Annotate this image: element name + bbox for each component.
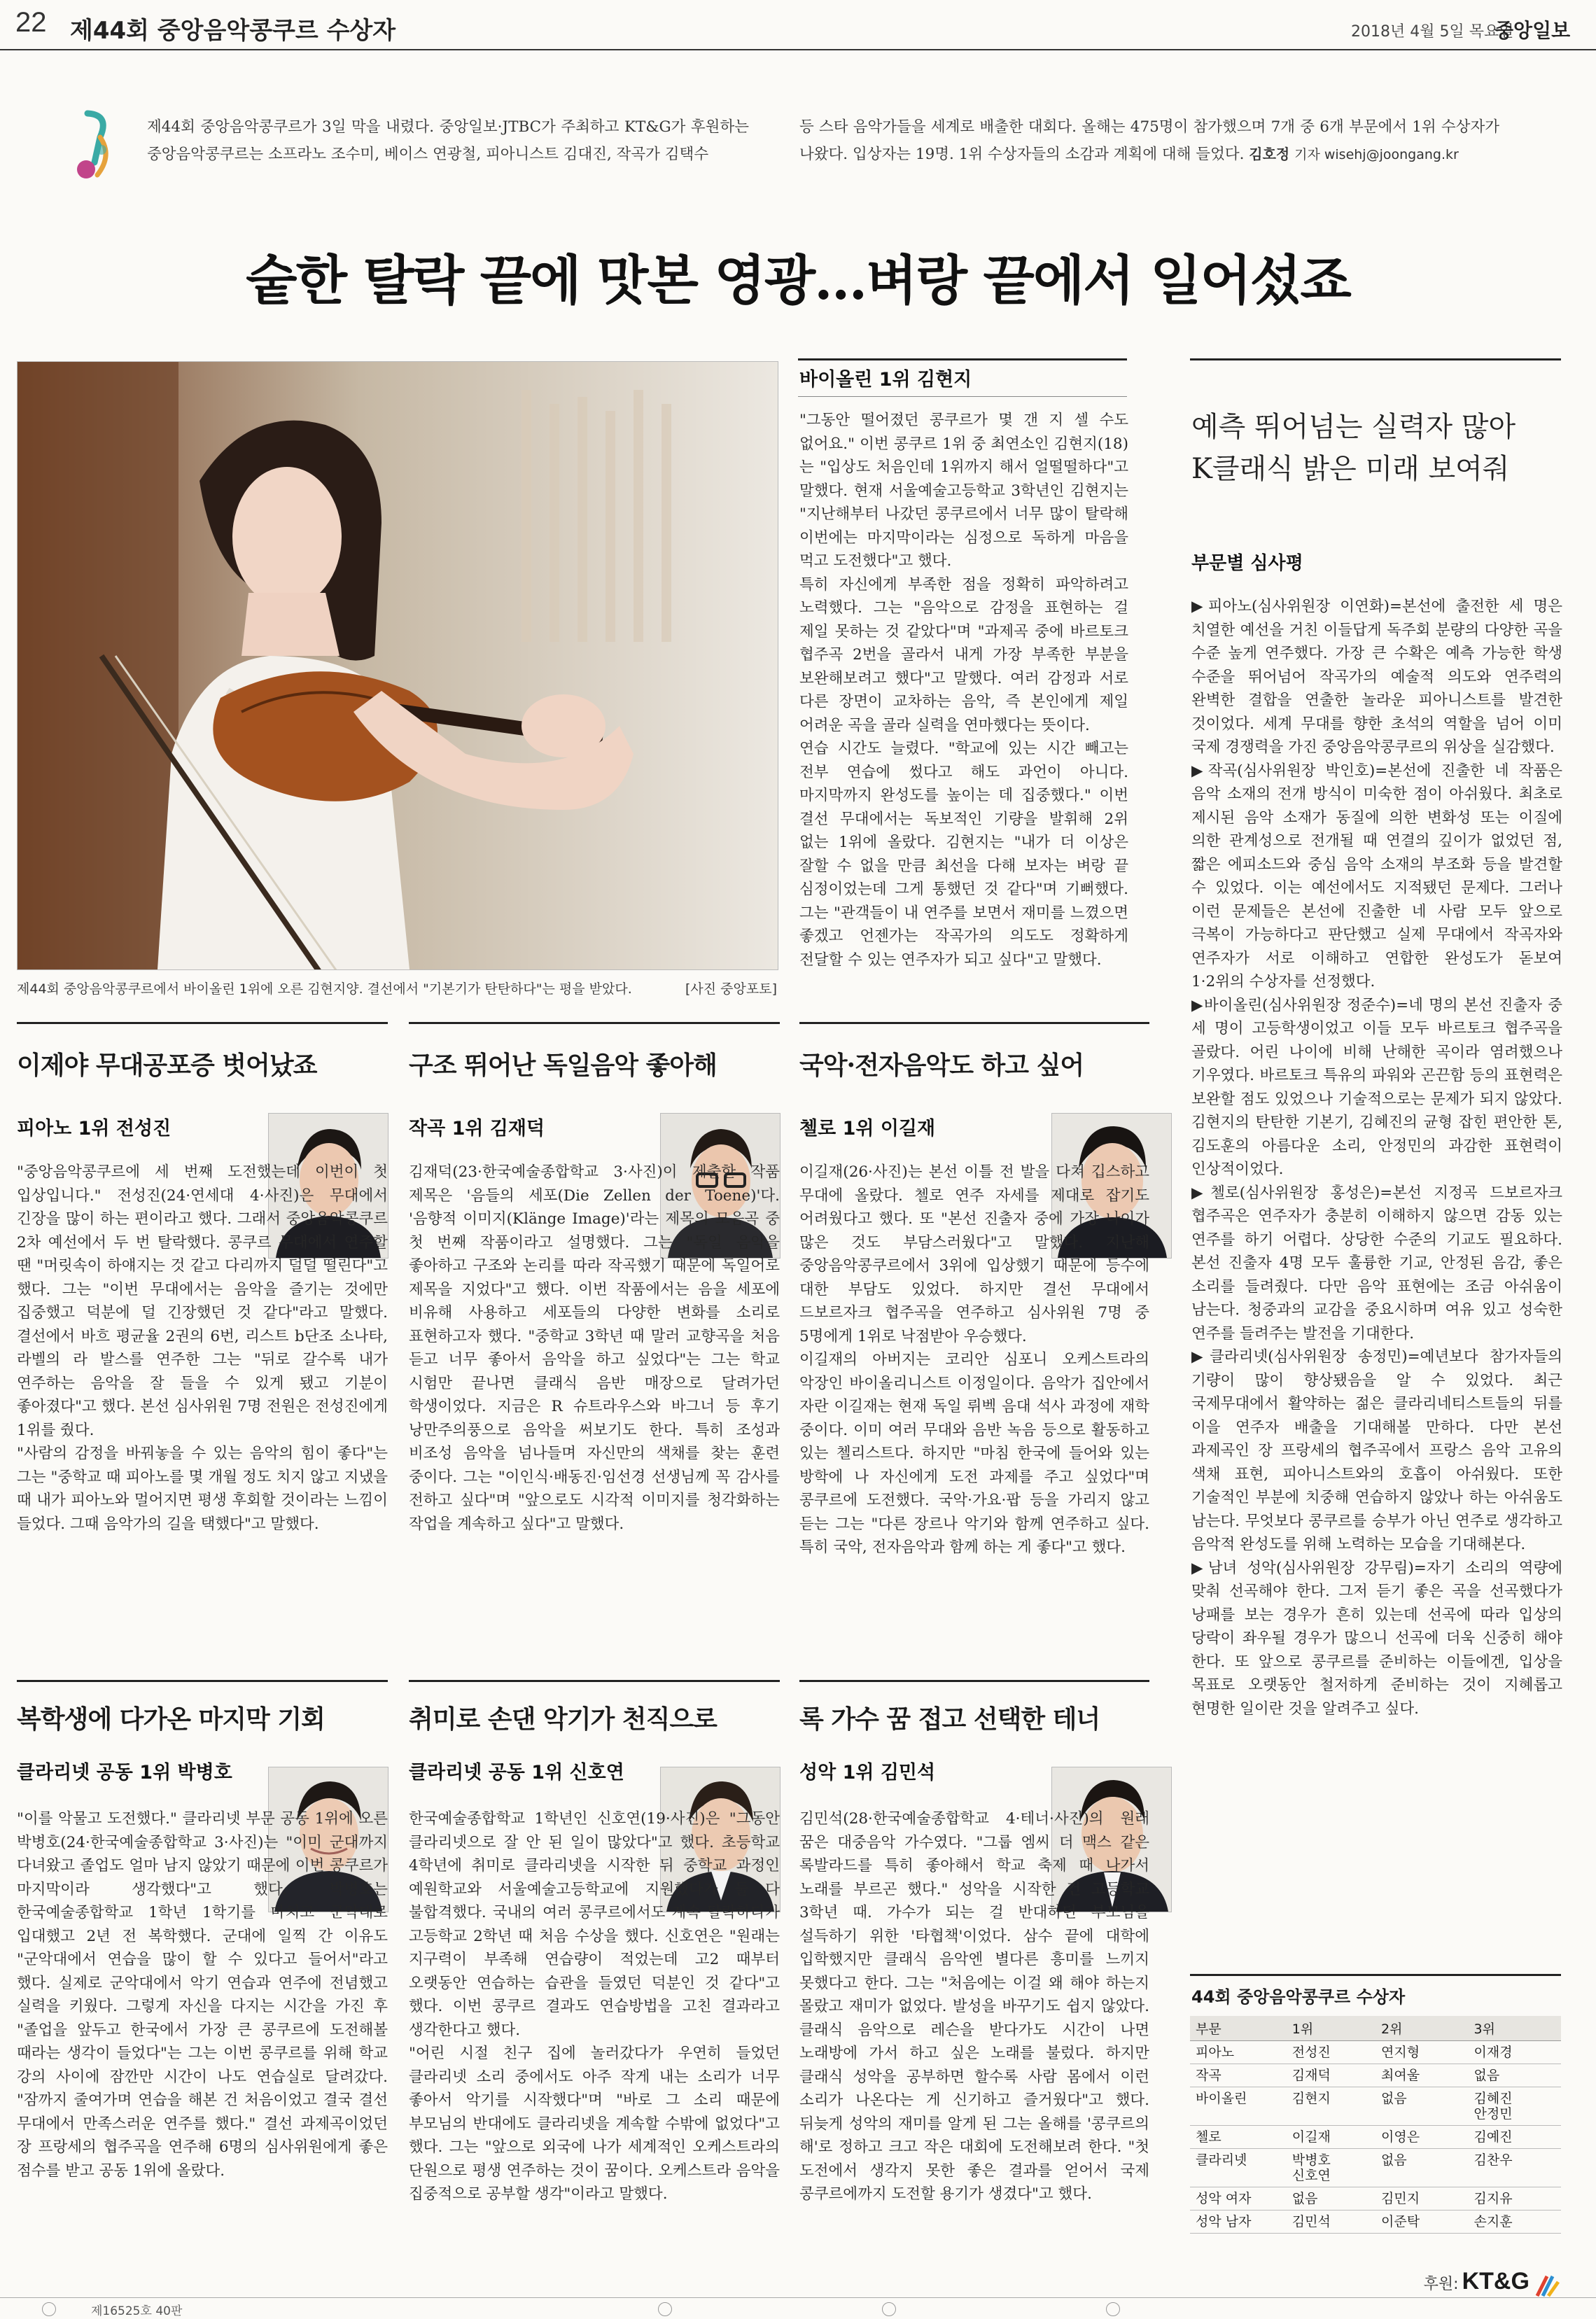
registration-mark-icon [882,2302,896,2316]
review-body: ▶피아노(심사위원장 이연화)=본선에 출전한 세 명은 치열한 예선을 거친 이들답게 독주회 분량의 다양한 곡을 수준 높게 연주했다. 가장 큰 수확은 예측 가능한 학생 수준을 뛰어넘어 작곡가의 예술적 의도와 연주력의 완벽한 결합을 연출한 놀라운 피아니스트를 발견한 것이었다. 세계 무대를 향한 초석의 역할을 넘어 이미 국제 경쟁력을 가진 중앙음악콩쿠르의 위상을 실감했다. ▶작곡(심사위원장 박인호)=본선에 진출한 네 작품은 음악 소재의 전개 방식이 미숙한 점이 아쉬웠다. 최초로 제시된 음악 소재가 동질에 의한 변화성 또는 이질에 의한 관계성으로 전개될 때 연결의 깊이가 없었던 점, 짧은 에피소드와 중심 음악 소재의 부조화 등을 발견할 수 있었다. 이는 예선에서도 지적됐던 문제다. 그러나 이런 문제들은 본선에 진출한 네 사람 모두 앞으로 극복이 가능하다고 판단했고 실제 무대에서 작곡자와 연주자가 서로 이해하고 연합한 완성도가 돋보여 1·2위의 수상자를 선정했다. ▶바이올린(심사위원장 정준수)=네 명의 본선 진출자 중 세 명이 고등학생이었고 이들 모두 바르토크 협주곡을 골랐다. 어린 나이에 비해 난해한 곡이라 염려했으나 기우였다. 바르토크 특유의 파워와 곤끈함 등의 표현력은 보완할 점도 있었으나 기술적으로는 문제가 되지 않았다. 김현지의 탄탄한 기본기, 김혜진의 균형 잡힌 편안한 톤, 김도훈의 아름다운 소리, 안정민의 과감한 표현력이 인상적이었다. ▶첼로(심사위원장 홍성은)=본선 지정곡 드보르자크 협주곡은 연주자가 충분히 이해하지 않으면 감동 있는 연주를 하기 어렵다. 상당한 수준의 기교도 필요하다. 본선 진출자 4명 모두 훌륭한 기교, 안정된 음감, 좋은 소리를 들려줬다. 다만 음악 표현에는 조금 아쉬움이 남는다. 청중과의 교감을 중요시하며 여유 있고 성숙한 연주를 들려주는 발전을 기대한다. ▶클라리넷(심사위원장 송정민)=예년보다 참가자들의 기량이 많이 향상됐음을 알 수 있었다. 최근 국제무대에서 활약하는 젊은 클라리네티스트들의 뒤를 이을 연주자 배출을 기대해볼 만하다. 다만 본선 과제곡인 장 프랑세의 협주곡에서 프랑스 음악 고유의 색채 표현, 피아니스트와의 호흡이 아쉬웠다. 또한 기술적인 부분에 치중해 연습하지 않았나 하는 아쉬움도 남는다. 무엇보다 콩쿠르를 승부가 아닌 연주로 생각하고 음악적 완성도를 위해 노력하는 모습을 기대해본다. ▶남녀 성악(심사위원장 강무림)=자기 소리의 역량에 맞춰 선곡해야 한다. 그저 듣기 좋은 곡을 선곡했다가 낭패를 보는 경우가 흔히 있는데 선곡에 따라 입상의 당락이 좌우될 경우가 많으니 선곡에 더욱 신중히 해야 한다. 또 앞으로 콩쿠르를 준비하는 이들에겐, 입상을 목표로 오랫동안 철저하게 준비하는 것이 지혜롭고 현명한 일이란 것을 알려주고 싶다. [1191,598,1562,1718]
review-headline [1191,406,1516,490]
clar2-body: 한국예술종합학교 1학년인 신호연(19·사진)은 "그동안 클라리넷으로 잘 안 된 일이 많았다"고 했다. 초등학교 4학년에 취미로 클라리넷을 시작한 뒤 중학교 과정인 예원학교와 서울예술고등학교에 지원했다가 둘 다 불합격했다. 국내의 여러 콩쿠르에서도 계속 탈락하다가 고등학교 2학년 때 처음 수상을 했다. 신호연은 "원래는 지구력이 부족해 연습량이 적었는데 고2 때부터 오랫동안 연습하는 습관을 들였던 덕분인 것 같다"고 했다. 이번 콩쿠르 결과도 연습방법을 고친 결과라고 생각한다고 했다. "어린 시절 친구 집에 놀러갔다가 우연히 들었던 클라리넷 소리 중에서도 아주 작게 내는 소리가 너무 좋아서 악기를 시작했다"며 "바로 그 소리 때문에 부모님의 반대에도 클라리넷을 계속할 수밖에 없었다"고 했다. 그는 "앞으로 외국에 나가 세계적인 오케스트라의 단원으로 평생 연주하는 것이 꿈이다. 오케스트라 음악을 집중적으로 공부할 생각"이라고 말했다. [409,1810,780,2203]
piano-section-title: 이제야 무대공포증 벗어났죠 [17,1051,317,1080]
violin-rule [798,358,1127,360]
vocal-body: 김민석(28·한국예술종합학교 4·테너·사진)의 원래 꿈은 대중음악 가수였다. "그룹 엠씨 더 맥스 같은 록발라드를 특히 좋아해서 학교 축제 때 나가서 노래를 부르곤 했다." 성악을 시작한 건 고등학교 3학년 때. 가수가 되는 걸 반대하던 부모님을 설득하기 위한 '타협책'이었다. 삼수 끝에 대학에 입학했지만 클래식 음악엔 별다른 흥미를 느끼지 못했다고 한다. 그는 "처음에는 이걸 왜 해야 하는지 몰랐고 재미가 없었다. 발성을 바꾸기도 쉽지 않았다. 클래식 음악으로 레슨을 받다가도 시간이 나면 노래방에 가서 하고 싶은 노래를 불렀다. 하지만 클래식 성악을 공부하면 할수록 사람 몸에서 이런 소리가 나온다는 게 신기하고 즐거웠다"고 했다. 뒤늦게 성악의 재미를 알게 된 그는 올해를 '콩쿠르의 해'로 정하고 크고 작은 대회에 도전해보려 한다. "첫 도전에서 생각지 못한 좋은 결과를 얻어서 국제 콩쿠르에까지 도전할 용기가 생겼다"고 했다. [799,1810,1149,2203]
vocal-rule [799,1680,1149,1682]
table-cell: 피아노 [1190,2041,1287,2064]
table-cell: 김찬우 [1468,2149,1561,2187]
table-cell: 이준탁 [1376,2211,1469,2234]
table-cell: 최여울 [1376,2064,1469,2087]
table-cell: 김지유 [1468,2187,1561,2211]
clar1-body: "이를 악물고 도전했다." 클라리넷 부문 공동 1위에 오른 박병호(24·한국예술종합학교 3·사진)는 "이미 군대까지 다녀왔고 졸업도 얼마 남지 않았기 때문에 이번 콩쿠르가 마지막이라 생각했다"고 했다. 박병호는 한국예술종합학교 1학년 1학기를 마치고 군악대로 입대했고 2년 전 복학했다. 군대에 일찍 간 이유도 "군악대에서 연습을 많이 할 수 있다고 들어서"라고 했다. 실제로 군악대에서 악기 연습과 연주에 전념했고 실력을 키웠다. 그렇게 자신을 다지는 시간을 가진 후 "졸업을 앞두고 한국에서 가장 큰 콩쿠르에 도전해볼 때라는 생각이 들었다"는 그는 이번 콩쿠르를 위해 학교 강의 사이에 잠깐만 시간이 나도 연습실로 달려갔다. "잠까지 줄여가며 연습을 해본 건 처음이었고 결국 결선 무대에서 만족스러운 연주를 했다." 결선 과제곡이었던 장 프랑세의 협주곡을 연주해 6명의 심사위원에게 좋은 점수를 받고 공동 1위에 올랐다. [17,1810,388,2180]
table-cell: 성악 남자 [1190,2211,1287,2234]
table-row [1190,2064,1561,2087]
piano-body: "중앙음악콩쿠르에 세 번째 도전했는데 이번이 첫 입상입니다." 전성진(24·연세대 4·사진)은 무대에서 긴장을 많이 하는 편이라고 했다. 그래서 중앙음악콩쿠르 2차 예선에서 두 번 탈락했다. 콩쿠르 무대에서 연주할 땐 "머릿속이 하얘지는 것 같고 다리까지 덜덜 떨린다"고 했다. 그는 "이번 무대에서는 음악을 즐기는 것에만 집중했고 덕분에 덜 긴장했던 것 같다"라고 말했다. 결선에서 바흐 평균율 2권의 6번, 리스트 b단조 소나타, 라벨의 라 발스를 연주한 그는 "뒤로 갈수록 내가 연주하는 음악을 잘 들을 수 있게 됐고 기분이 좋아졌다"고 했다. 본선 심사위원 7명 전원은 전성진에게 1위를 줬다. "사람의 감정을 바꿔놓을 수 있는 음악의 힘이 좋다"는 그는 "중학교 때 피아노를 몇 개월 정도 치지 않고 지냈을 때 내가 피아노와 멀어지면 평생 후회할 것이라는 느낌이 들었다. 그때 음악가의 길을 택했다"고 말했다. [17,1163,388,1533]
table-cell: 김민석 [1287,2211,1376,2234]
comp-winner: 작곡 1위 김재덕 [409,1118,545,1140]
page-number: 22 [15,7,47,38]
competition-logo [66,106,122,183]
ktg-logo-mark-icon [1533,2272,1561,2300]
paper-name: 중앙일보 [1494,19,1571,42]
table-cell: 김민지 [1376,2187,1469,2211]
comp-rule [409,1022,780,1024]
table-cell: 바이올린 [1190,2087,1287,2126]
registration-mark-icon [658,2302,672,2316]
intro-right [799,113,1499,169]
review-headline-2: K클래식 밝은 미래 보여줘 [1191,453,1510,485]
col-header: 2위 [1376,2016,1469,2041]
cello-section-title: 국악·전자음악도 하고 싶어 [799,1051,1084,1080]
table-row [1190,2041,1561,2064]
ktg-logo: KT&G [1462,2268,1530,2295]
piano-winner: 피아노 1위 전성진 [17,1118,172,1140]
vocal-winner: 성악 1위 김민석 [799,1762,936,1784]
intro-left: 제44회 중앙음악콩쿠르가 3일 막을 내렸다. 중앙일보·JTBC가 주최하고 KT&G가 후원하는 중앙음악콩쿠르는 소프라노 조수미, 베이스 연광철, 피아니스트 김대진, 작곡가 김택수 [147,118,749,163]
table-cell: 작곡 [1190,2064,1287,2087]
issue-date: 2018년 4월 5일 목요일 [1351,23,1514,41]
table-cell: 김예진 [1468,2126,1561,2149]
table-cell: 성악 여자 [1190,2187,1287,2211]
violin-body: "그동안 떨어졌던 콩쿠르가 몇 갠 지 셀 수도 없어요." 이번 콩쿠르 1위 중 최연소인 김현지(18)는 "입상도 처음인데 1위까지 해서 얼떨떨하다"고 말했다. 현재 서울예술고등학교 3학년인 김현지는 "지난해부터 나갔던 콩쿠르에서 너무 많이 탈락해 이번에는 마지막이라는 심정으로 독하게 마음을 먹고 도전했다"고 했다. 특히 자신에게 부족한 점을 정확히 파악하려고 노력했다. 그는 "음악으로 감정을 표현하는 걸 제일 못하는 것 같았다"며 "과제곡 중에 바르토크 협주곡 2번을 골라서 내게 가장 부족한 부분을 보완해보려고 했다"고 말했다. 여러 감정과 서로 다른 장면이 교차하는 음악, 즉 본인에게 제일 어려운 곡을 골라 실력을 연마했다는 뜻이다. 연습 시간도 늘렸다. "학교에 있는 시간 빼고는 전부 연습에 썼다고 해도 과언이 아니다. 마지막까지 완성도를 높이는 데 집중했다." 이번 결선 무대에서는 독보적인 기량을 발휘해 2위 없는 1위에 올랐다. 김현지는 "내가 더 이상은 잘할 수 없을 만큼 최선을 다해 보자는 벼랑 끝 심정이었는데 그게 통했던 것 같다"며 기뻐했다. 그는 "관객들이 내 연주를 보면서 재미를 느꼈으면 좋겠고 언젠가는 작곡가의 의도도 정확하게 전달할 수 있는 연주자가 되고 싶다"고 말했다. [799,412,1128,969]
footer-issue: 제16525호 40판 [91,2304,183,2318]
photo-credit: [사진 중앙포토] [685,981,777,997]
table-cell: 이영은 [1376,2126,1469,2149]
results-box [1190,1974,1561,2234]
col-header: 3위 [1468,2016,1561,2041]
table-cell: 김혜진 안정민 [1468,2087,1561,2126]
vocal-section-title: 록 가수 꿈 접고 선택한 테너 [799,1704,1100,1734]
piano-rule [17,1022,388,1024]
main-photo [17,361,778,970]
table-cell: 클라리넷 [1190,2149,1287,2187]
clar1-section-title: 복학생에 다가온 마지막 기회 [17,1704,325,1734]
table-cell: 없음 [1468,2064,1561,2087]
table-row [1190,2087,1561,2126]
table-cell: 이재경 [1468,2041,1561,2064]
footer-bar [0,2297,1596,2319]
clar2-winner: 클라리넷 공동 1위 신호연 [409,1762,624,1784]
registration-mark-icon [1106,2302,1120,2316]
headline-text: 숱한 탈락 끝에 맛본 영광…벼랑 끝에서 일어섰죠 [246,249,1350,311]
registration-mark-icon [42,2302,56,2316]
violin-winner: 바이올린 1위 김현지 [799,369,972,391]
results-table [1190,2016,1561,2234]
byline-name: 김호정 [1249,146,1290,162]
sponsor [1372,2268,1561,2300]
table-row [1190,2187,1561,2211]
table-cell: 전성진 [1287,2041,1376,2064]
results-title: 44회 중앙음악콩쿠르 수상자 [1191,1987,1406,2007]
intro-right-text: 등 스타 음악가들을 세계로 배출한 대회다. 올해는 475명이 참가했으며 7개 중 6개 부문에서 1위 수상자가 나왔다. 입상자는 19명. 1위 수상자들의 소감과 계획에 대해 들었다. [799,118,1499,163]
table-cell: 첼로 [1190,2126,1287,2149]
violin-rule-thin [798,396,1127,397]
table-cell: 김현지 [1287,2087,1376,2126]
photo-caption-text: 제44회 중앙음악콩쿠르에서 바이올린 1위에 오른 김현지양. 결선에서 "기본기가 탄탄하다"는 평을 받았다. [17,981,632,997]
clar1-winner: 클라리넷 공동 1위 박병호 [17,1762,232,1784]
table-cell: 이길재 [1287,2126,1376,2149]
col-header: 부문 [1190,2016,1287,2041]
table-cell: 김재덕 [1287,2064,1376,2087]
clar2-rule [409,1680,780,1682]
table-cell: 박병호 신호연 [1287,2149,1376,2187]
table-cell: 없음 [1376,2149,1469,2187]
photo-caption [17,979,777,997]
table-cell: 손지훈 [1468,2211,1561,2234]
sponsor-prefix: 후원: [1423,2276,1459,2293]
review-headline-1: 예측 뛰어넘는 실력자 많아 [1191,411,1516,443]
review-rule [1190,358,1561,360]
table-row [1190,2126,1561,2149]
table-cell: 연지형 [1376,2041,1469,2064]
masthead [0,0,1596,50]
comp-section-title: 구조 뛰어난 독일음악 좋아해 [409,1051,717,1080]
main-headline [0,238,1596,314]
cello-body: 이길재(26·사진)는 본선 이틀 전 발을 다쳐 깁스하고 무대에 올랐다. 첼로 연주 자세를 제대로 잡기도 어려웠다고 했다. 또 "본선 진출자 중에 가장 나이가 많은 것도 부담스러웠다"고 말했다. 지난해 중앙음악콩쿠르에서 3위에 입상했기 때문에 등수에 대한 부담도 있었다. 하지만 결선 무대에서 드보르자크 협주곡을 연주하고 심사위원 7명 중 5명에게 1위로 낙점받아 우승했다. 이길재의 아버지는 코리안 심포니 오케스트라의 악장인 바이올리니스트 이정일이다. 음악가 집안에서 자란 이길재는 현재 독일 뤼벡 음대 석사 과정에 재학 중이다. 이미 여러 무대와 음반 녹음 등으로 활동하고 있는 첼리스트다. 하지만 "마침 한국에 들어와 있는 방학에 나 자신에게 도전 과제를 주고 싶었다"며 콩쿠르에 도전했다. 국악·가요·팝 등을 가리지 않고 듣는 그는 "다른 장르나 악기와 함께 연주하고 싶다. 특히 국악, 전자음악과 함께 하는 게 좋다"고 했다. [799,1163,1149,1556]
section-title: 제44회 중앙음악콩쿠르 수상자 [70,17,396,45]
review-subtitle: 부문별 심사평 [1191,553,1303,574]
cello-rule [799,1022,1149,1024]
comp-body: 김재덕(23·한국예술종합학교 3·사진)이 제출한 작품 제목은 '음들의 세포(Die Zellen der Toene)'다. '음향적 이미지(Klänge Image)'라는 제목의 모음곡 중 첫 번째 작품이라고 설명했다. 그는 "독일 음악을 좋아하고 구조와 논리를 따라 작곡했기 때문에 독일어로 제목을 지었다"고 했다. 이번 작품에서는 음을 세포에 비유해 사용하고 세포들의 다양한 변화를 소리로 표현하고자 했다. "중학교 3학년 때 말러 교향곡을 처음 듣고 너무 좋아서 음악을 하고 싶었다"는 그는 학교 시험만 끝나면 클래식 음반 매장으로 달려가던 학생이었다. 지금은 R 슈트라우스와 바그너 등 후기 낭만주의풍으로 음악을 써보기도 한다. 특히 조성과 비조성 음악을 넘나들며 자신만의 색채를 찾는 훈련 중이다. 그는 "이인식·배동진·임선경 선생님께 꼭 감사를 전하고 싶다"며 "앞으로도 시각적 이미지를 청각화하는 작업을 계속하고 싶다"고 말했다. [409,1163,780,1533]
violinist-image [18,362,778,969]
col-header: 1위 [1287,2016,1376,2041]
table-cell: 없음 [1287,2187,1376,2211]
cello-winner: 첼로 1위 이길재 [799,1118,936,1140]
byline-email: 기자 wisehj@joongang.kr [1294,147,1459,162]
table-cell: 없음 [1376,2087,1469,2126]
table-row [1190,2149,1561,2187]
table-row [1190,2211,1561,2234]
clar2-section-title: 취미로 손댄 악기가 천직으로 [409,1704,717,1734]
results-header-row [1190,2016,1561,2041]
clar1-rule [17,1680,388,1682]
